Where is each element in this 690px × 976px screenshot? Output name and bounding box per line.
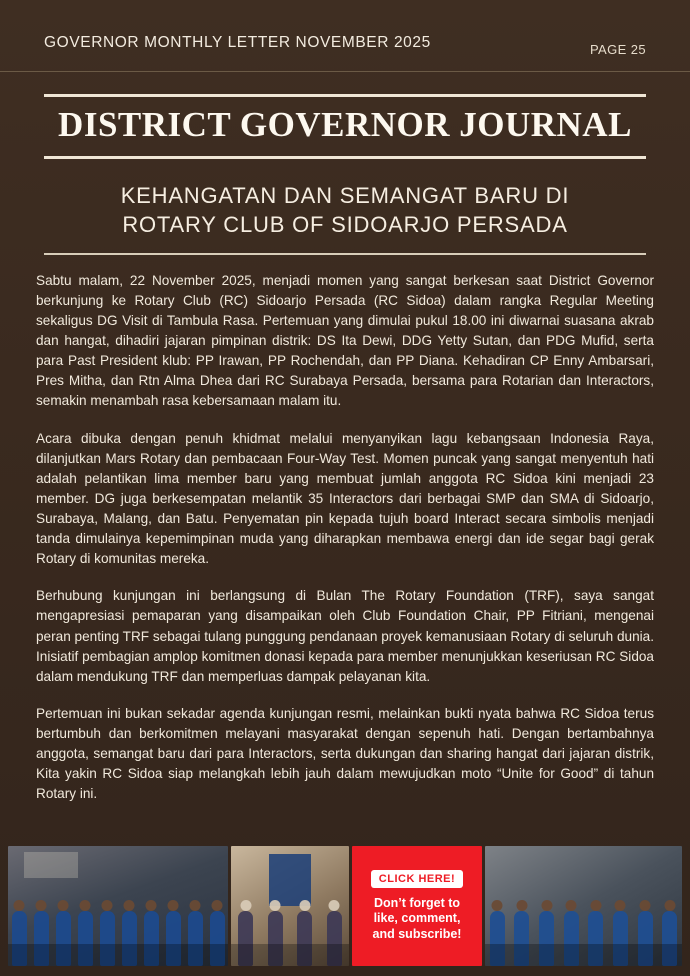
photo-floor	[231, 944, 349, 966]
article-paragraph: Sabtu malam, 22 November 2025, menjadi momen yang sangat berkesan saat District Governor berkunjung ke Rotary Club (RC) Sidoarjo Persada (RC Sidoa) dalam rangka Regular Meeting sekaligus DG Visit di Tambula Rasa. Pertemuan yang dimulai pukul 18.00 ini diwarnai suasana akrab dan hangat, dihadiri jajaran pimpinan distrik: DS Ita Dewi, DDG Yetty Sutan, dan PDG Mufid, serta para Past President klub: PP Irawan, PP Rochendah, dan PP Diana. Kehadiran CP Enny Ambarsari, Pres Mitha, dan Rtn Alma Dhea dari RC Surabaya Persada, bersama para Rotarian dan Interactors, semakin menambah rasa kebersamaan malam itu.	[36, 272, 654, 409]
article-paragraph: Acara dibuka dengan penuh khidmat melalui menyanyikan lagu kebangsaan Indonesia Raya, dilanjutkan Mars Rotary dan pembacaan Four-Way Test. Momen puncak yang sangat menyentuh hati adalah pelantikan lima member baru yang membuat jumlah anggota RC Sidoa kini menjadi 23 member. DG juga berkesempatan melantik 35 Interactors dari berbagai SMP dan SMA di Sidoarjo, Surabaya, Malang, dan Batu. Penyematan pin kepada tujuh board Interact secara simbolis menjadi tanda dimulainya kepemimpinan muda yang diharapkan membawa energi dan ide segar bagi gerak Rotary di komunitas mereka.	[36, 430, 654, 567]
subscribe-line-1: Don’t forget to	[373, 895, 461, 910]
article-title	[44, 181, 646, 255]
photo-floor	[8, 944, 228, 966]
photo-meeting	[231, 846, 349, 966]
masthead	[44, 94, 646, 159]
masthead-title: DISTRICT GOVERNOR JOURNAL	[58, 105, 632, 144]
page-number: PAGE 25	[589, 42, 646, 57]
subscribe-line-2: like, comment,	[373, 911, 461, 926]
photo-strip	[8, 846, 682, 966]
click-here-badge[interactable]: CLICK HERE!	[371, 870, 463, 888]
article-body	[36, 271, 654, 805]
header-title: GOVERNOR MONTHLY LETTER NOVEMBER 2025	[44, 33, 431, 51]
article-paragraph: Berhubung kunjungan ini berlangsung di Bulan The Rotary Foundation (TRF), saya sangat mengapresiasi pemaparan yang disampaikan oleh Club Foundation Chair, PP Fitriani, mengenai peran penting TRF sebagai tulang punggung pendanaan proyek kemanusiaan Rotary di seluruh dunia. Inisiatif pembagian amplop komitmen donasi kepada para member menunjukkan keseriusan RC Sidoa dalam mendukung TRF dan memperluas dampak pelayanan kita.	[36, 588, 654, 684]
subscribe-card[interactable]	[352, 846, 482, 966]
article-title-line-2: ROTARY CLUB OF SIDOARJO PERSADA	[122, 211, 568, 237]
photo-floor	[485, 944, 682, 966]
photo-group-members	[8, 846, 228, 966]
article-title-line-1: KEHANGATAN DAN SEMANGAT BARU DI	[120, 182, 570, 208]
article-paragraph: Pertemuan ini bukan sekadar agenda kunjungan resmi, melainkan bukti nyata bahwa RC Sidoa terus bertumbuh dan berkomitmen melayani masyarakat dengan sepenuh hati. Dengan bertambahnya anggota, semangat baru dari para Interactors, serta dukungan dan sharing hangat dari jajaran distrik, Kita yakin RC Sidoa siap melangkah lebih jauh dalam mewujudkan moto “Unite for Good” di tahun Rotary ini.	[36, 705, 654, 802]
photo-group-photo	[485, 846, 682, 966]
subscribe-line-3: and subscribe!	[372, 926, 462, 941]
photo-banner	[24, 852, 78, 878]
page-header	[0, 0, 690, 72]
